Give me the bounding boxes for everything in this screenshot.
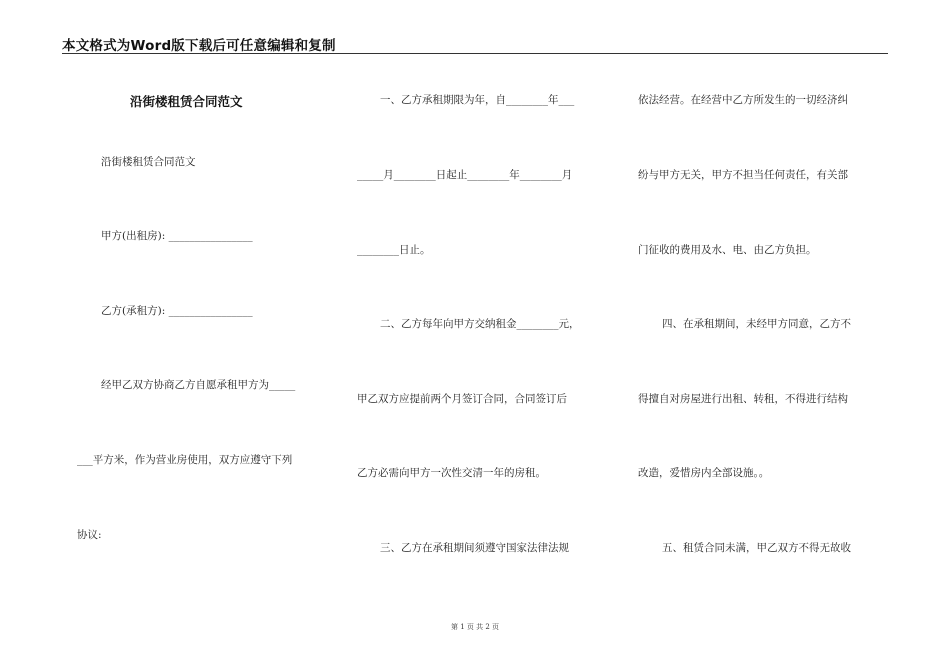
clause-line: 改造，爱惜房内全部设施。。	[638, 467, 770, 479]
clause-line: 五、租赁合同未满，甲乙双方不得无故收	[662, 542, 851, 554]
clause-line: 得擅自对房屋进行出租、转租，不得进行结构	[638, 393, 848, 405]
clause-line: 三、乙方在承租期间须遵守国家法律法规	[380, 542, 569, 554]
clause-line: 乙方必需向甲方一次性交清一年的房租。	[357, 467, 546, 479]
clause-line: 甲乙双方应提前两个月签订合同，合同签订后	[357, 393, 567, 405]
document-header	[62, 34, 888, 54]
clause-line: _____月________日起止________年________月	[357, 169, 573, 181]
paragraph-line: 协议:	[77, 529, 102, 541]
clause-line: 门征收的费用及水、电、由乙方负担。	[638, 244, 817, 256]
clause-line: 四、在承租期间，未经甲方同意，乙方不	[662, 318, 851, 330]
paragraph-line: ___平方米，作为营业房使用，双方应遵守下列	[77, 454, 293, 466]
clause-line: 二、乙方每年向甲方交纳租金________元，	[380, 318, 580, 330]
subtitle-line: 沿街楼租赁合同范文	[101, 156, 196, 168]
paragraph-line: 经甲乙双方协商乙方自愿承租甲方为_____	[101, 379, 296, 391]
clause-line: 一、乙方承租期限为年，自________年___	[380, 94, 575, 106]
clause-line: 纷与甲方无关，甲方不担当任何责任，有关部	[638, 169, 848, 181]
page-number: 第 1 页 共 2 页	[450, 623, 500, 631]
party-a-line: 甲方(出租房): ________________	[101, 230, 253, 242]
header-text: 本文格式为Word版下载后可任意编辑和复制	[62, 38, 336, 54]
clause-line: 依法经营。在经营中乙方所发生的一切经济纠	[638, 94, 848, 106]
document-title: 沿街楼租赁合同范文	[130, 94, 243, 109]
party-b-line: 乙方(承租方): ________________	[101, 305, 253, 317]
clause-line: ________日止。	[357, 244, 431, 256]
